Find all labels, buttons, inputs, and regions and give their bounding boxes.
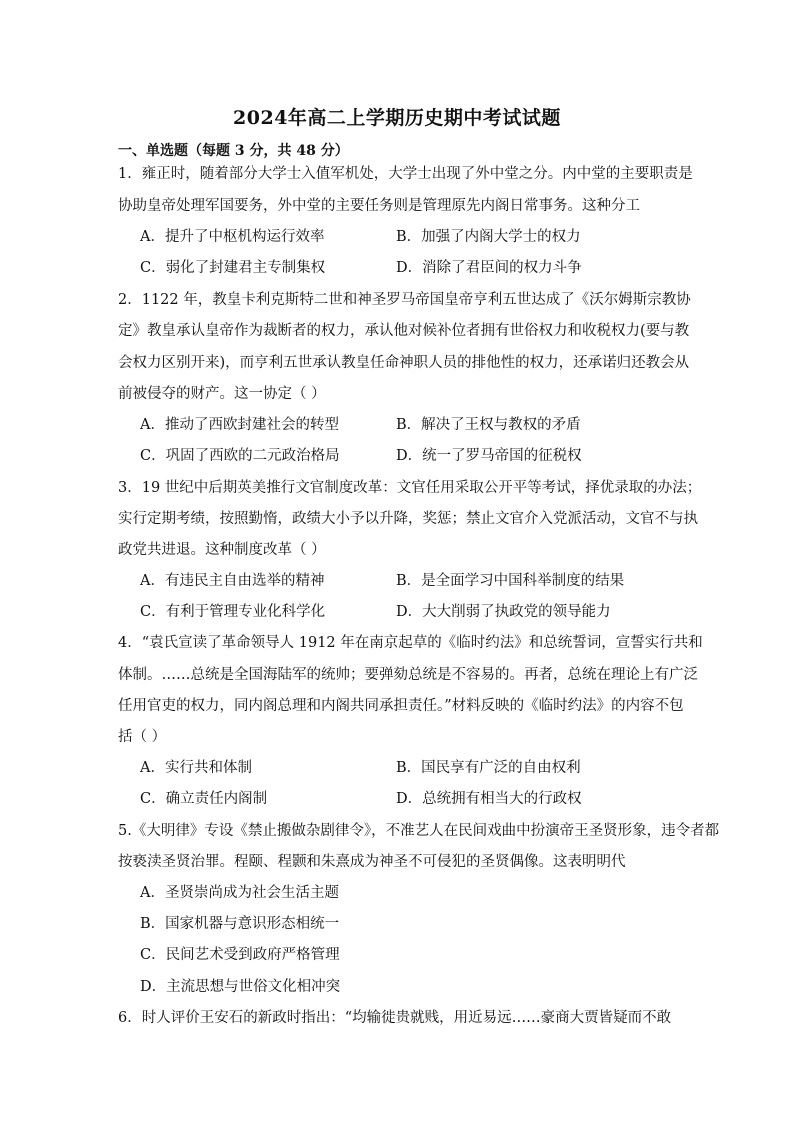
question-2-option-d: D．统一了罗马帝国的征税权 (396, 448, 582, 464)
question-3-line-3: 政党共进退。这种制度改革（ ） (118, 542, 326, 558)
question-4-option-a: A．实行共和体制 (140, 760, 252, 776)
question-2-line-3: 会权力区别开来)，而亨利五世承认教皇任命神职人员的排他性的权力，还承诺归还教会从 (118, 355, 690, 371)
question-5-option-c: C．民间艺术受到政府严格管理 (140, 947, 340, 963)
question-1-line-2: 协助皇帝处理军国要务，外中堂的主要任务则是管理原先内阁日常事务。这种分工 (118, 198, 640, 214)
question-2-line-4: 前被侵夺的财产。这一协定（ ） (118, 386, 326, 402)
question-1-option-c: C．弱化了封建君主专制集权 (140, 260, 326, 276)
question-1-option-a: A．提升了中枢机构运行效率 (140, 229, 325, 245)
question-2-option-c: C．巩固了西欧的二元政治格局 (140, 448, 340, 464)
question-3-option-c: C．有利于管理专业化科学化 (140, 604, 326, 620)
page-title: 2024年高二上学期历史期中考试试题 (233, 107, 561, 129)
question-1-line-1: 1．雍正时，随着部分大学士入值军机处，大学士出现了外中堂之分。内中堂的主要职责是 (118, 166, 693, 182)
question-1-option-d: D．消除了君臣间的权力斗争 (396, 260, 582, 276)
question-3-line-2: 实行定期考绩，按照勤惰，政绩大小予以升降，奖惩；禁止文官介入党派活动，文官不与执 (118, 511, 698, 527)
question-2-line-1: 2．1122 年，教皇卡利克斯特二世和神圣罗马帝国皇帝亨利五世达成了《沃尔姆斯宗教协 (118, 292, 691, 308)
section-header: 一、单选题（每题 3 分，共 48 分） (118, 143, 349, 159)
question-2-line-2: 定》教皇承认皇帝作为裁断者的权力，承认他对候补位者拥有世俗权力和收税权力(要与教 (118, 323, 690, 339)
question-2-option-a: A．推动了西欧封建社会的转型 (140, 417, 339, 433)
question-1-option-b: B．加强了内阁大学士的权力 (396, 229, 581, 245)
question-4-option-c: C．确立责任内阁制 (140, 791, 268, 807)
question-4-line-1: 4．“袁氏宣读了革命领导人 1912 年在南京起草的《临时约法》和总统誓词，宣誓实行共和 (118, 635, 703, 651)
question-4-line-2: 体制。……总统是全国海陆军的统帅；要弹劾总统是不容易的。再者，总统在理论上有广泛 (118, 667, 698, 683)
question-3-line-1: 3．19 世纪中后期英美推行文官制度改革：文官任用采取公开平等考试，择优录取的办法； (118, 480, 702, 496)
question-3-option-b: B．是全面学习中国科举制度的结果 (396, 573, 625, 589)
question-4-line-3: 任用官吏的权力，同内阁总理和内阁共同承担责任。”材料反映的《临时约法》的内容不包 (118, 698, 684, 714)
question-4-line-4: 括（ ） (118, 729, 167, 745)
question-2-option-b: B．解决了王权与教权的矛盾 (396, 417, 581, 433)
question-6-line-1: 6．时人评价王安石的新政时指出：“均输徙贵就贱，用近易远……豪商大贾皆疑而不敢 (118, 1010, 672, 1026)
question-5-line-2: 按亵渎圣贤治罪。程颐、程颢和朱熹成为神圣不可侵犯的圣贤偶像。这表明明代 (118, 854, 626, 870)
question-5-option-a: A．圣贤崇尚成为社会生活主题 (140, 885, 339, 901)
question-5-option-d: D．主流思想与世俗文化相冲突 (140, 979, 341, 995)
question-3-option-a: A．有违民主自由选举的精神 (140, 573, 325, 589)
question-5-line-1: 5.《大明律》专设《禁止搬做杂剧律令》，不准艺人在民间戏曲中扮演帝王圣贤形象，违令者都 (118, 823, 720, 839)
question-3-option-d: D．大大削弱了执政党的领导能力 (396, 604, 611, 620)
question-5-option-b: B．国家机器与意识形态相统一 (140, 916, 340, 932)
question-4-option-d: D．总统拥有相当大的行政权 (396, 791, 582, 807)
question-4-option-b: B．国民享有广泛的自由权利 (396, 760, 581, 776)
